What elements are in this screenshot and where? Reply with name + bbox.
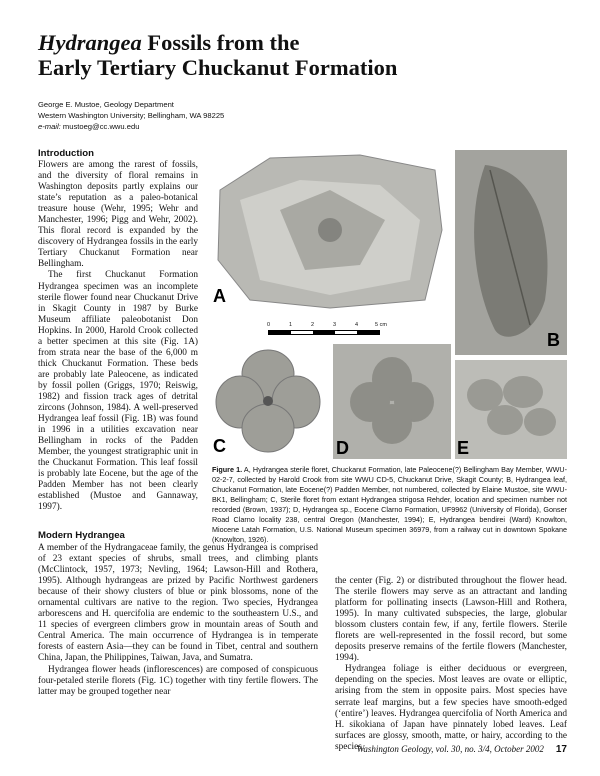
caption-text: A, Hydrangea sterile floret, Chuckanut Formation, late Paleocene(?) Bellingham Bay Member, WWU-02-2-7, collected by Harold Crook from site WWU CD-5, Chuckanut Drive, Skagit County; B, Hydrangea leaf, Chuckanut Formation, late Eocene(?) Padden Member, not numbered, collected by Elaine Mustoe, site WWU-BK1, Bellingham; C, Sterile floret from extant Hydrangea strigosa Rehder, location and specimen number not recorded (Brown, 1937); D, Hydrangea sp., Eocene Clarno Formation, UF9962 (University of Florida), Gonser Road Clarno locality 238, central Oregon (Manchester, 1994); E, Hydrangea bendirei (Ward) Knowlton, Miocene Latah Formation, U.S. National Museum specimen 36979, from a railway cut in downtown Spokane (Knowlton, 1926).	[212, 465, 567, 544]
figure-panel-c	[210, 344, 327, 459]
page-footer	[357, 744, 567, 755]
scale-tick: 2	[311, 322, 315, 328]
fossil-floret-image	[210, 150, 447, 310]
scale-bar	[267, 322, 387, 336]
fossil-leaf-image	[455, 150, 567, 355]
figure-panel-b	[455, 150, 567, 355]
journal-citation: Washington Geology, vol. 30, no. 3/4, October 2002	[356, 744, 544, 754]
right-paragraph-2: Hydrangea foliage is either deciduous or evergreen, depending on the species. Most leaves are ovate or elliptic, arising from the stem in opposite pairs. Most species have serrate leaf margins, but a few species have smooth-edged (‘entire’) leaves. Hydrangea quercifolia of North America and H. sikokiana of Japan have pinnately lobed leaves. Leaf surfaces are glossy, smooth, matte, or hairy, according to the species.	[335, 664, 567, 752]
figure-panel-a	[210, 150, 447, 310]
author-affiliation: Western Washington University; Bellingham, WA 98225	[38, 111, 225, 120]
title-line1-rest: Fossils from the	[141, 30, 300, 55]
introduction-text	[38, 160, 198, 520]
introduction-heading: Introduction	[38, 148, 94, 159]
title-line2: Early Tertiary Chuckanut Formation	[38, 55, 398, 80]
clarno-fossil-image	[333, 344, 451, 459]
figure-panel-e	[455, 360, 567, 459]
scale-tick: 5 cm	[375, 322, 387, 328]
email-label: e-mail:	[38, 122, 61, 131]
scale-tick: 1	[289, 322, 293, 328]
figure-panel-d	[333, 344, 451, 459]
scale-tick: 3	[333, 322, 337, 328]
caption-label: Figure 1.	[212, 465, 243, 474]
author-email[interactable]: mustoeg@cc.wwu.edu	[60, 122, 140, 131]
panel-label-e: E	[457, 438, 470, 458]
modern-floret-image	[210, 344, 327, 459]
modern-paragraph-1: A member of the Hydrangaceae family, the genus Hydrangea is comprised of 23 extant species of shrubs, small trees, and climbing plants (McClintock, 1957, 1973; Nevling, 1964; Lawson-Hill and Rothera, 1995). Although hydrangeas are prized by Pacific Northwest gardeners because of their showy clusters of blue or pink blossoms, none of the ornamental cultivars are native to the region. Two species, Hydrangea arborescens and H. quercifolia are endemic to the southeastern U.S., and 11 species of evergreen climbers grow in mountain areas of South and Central America. The main occurrence of Hydrangea is in temperate forests of eastern Asia—they can be found in Tibet, central and southern China, Japan, the Philippines, Taiwan, Java, and Sumatra.	[38, 543, 318, 664]
author-block	[38, 99, 398, 132]
scale-bar-graphic	[268, 330, 380, 335]
right-paragraph-1: the center (Fig. 2) or distributed throughout the flower head. The sterile flowers may serve as an attractant and landing platform for pollinating insects (Lawson-Hill and Rothera, 1995). In many cultivated subspecies, the large, globular blossom clusters contain few, if any, fertile flowers. Sterile florets are well-represented in the fossil record, but some deposits preserve remains of the fertile flowers (Manchester, 1994).	[335, 576, 567, 664]
intro-paragraph-1: Flowers are among the rarest of fossils, and the diversity of floral remains in Washington deposits partly explains our state’s reputation as a paleo-botanical treasure house (Wehr, 1995; Wehr and Manchester, 1996; Pigg and Wehr, 2002). This floral record is expanded by the discovery of Hydrangea fossils in the early Tertiary Chuckanut Formation near Bellingham.	[38, 160, 198, 270]
modern-paragraph-2: Hydrangea flower heads (inflorescences) are composed of conspicuous four-petaled sterile florets (Fig. 1C) together with tiny fertile flowers. The latter may be grouped together near	[38, 664, 318, 697]
page-number: 17	[555, 744, 567, 755]
modern-text	[38, 543, 318, 738]
figure-caption	[212, 465, 567, 545]
panel-label-c: C	[213, 436, 226, 456]
scale-tick: 4	[355, 322, 359, 328]
author-email-line	[38, 121, 398, 132]
latah-fossil-image	[455, 360, 567, 459]
title-genus: Hydrangea	[38, 30, 142, 55]
intro-paragraph-2: The first Chuckanut Formation Hydrangea specimen was an incomplete sterile flower found near Chuckanut Drive in Skagit County in 1987 by Burke Museum affiliate paleobotanist Don Hopkins. In 2000, Harold Crook collected a better specimen at this site (Fig. 1A) from strata near the base of the 6,000 m thick Chuckanut Formation. These beds are probably late Paleocene, as indicated by fossil pollen (Griggs, 1970; Reiswig, 1982) and fission track ages of detrital zircons (Johnson, 1984). A well-preserved Hydrangea leaf fossil (Fig. 1B) was found in 1996 in a utilities excavation near Bellingham in rocks of the Padden Member, the youngest stratigraphic unit in the Chuckanut Formation. This leaf fossil is probably late Eocene, but the age of the Padden Member has not been clearly established (Mustoe and Gannaway, 1997).	[38, 270, 198, 513]
article-title	[38, 30, 558, 80]
modern-hydrangea-heading: Modern Hydrangea	[38, 530, 125, 541]
scale-tick: 0	[267, 322, 271, 328]
author-name: George E. Mustoe, Geology Department	[38, 100, 174, 109]
panel-label-d: D	[336, 438, 349, 458]
panel-label-a: A	[213, 286, 226, 306]
panel-label-b: B	[547, 330, 560, 350]
